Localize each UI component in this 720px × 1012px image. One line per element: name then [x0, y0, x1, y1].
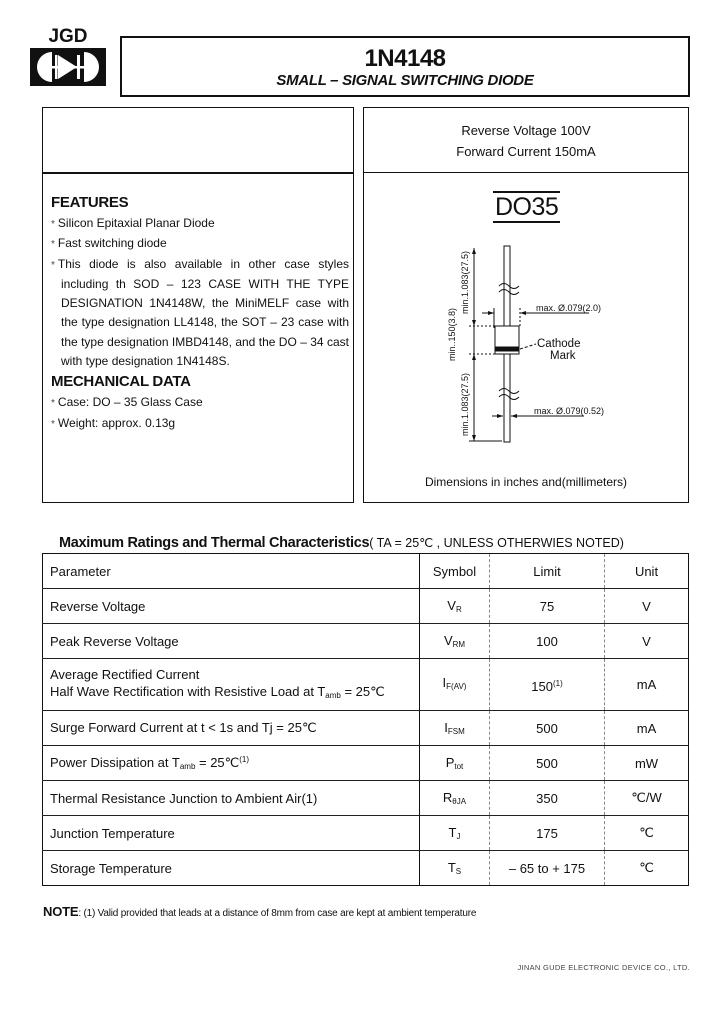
title-box	[120, 36, 690, 97]
diode-symbol-icon	[30, 48, 106, 86]
mechanical-item: * Case: DO – 35 Glass Case	[51, 395, 203, 410]
do35-dimension-diagram	[364, 236, 690, 454]
features-list	[51, 214, 353, 371]
bottom-lead-dim: min.1.083(27.5)	[460, 372, 470, 436]
forward-current-spec: Forward Current 150mA	[456, 144, 596, 159]
header-limit: Limit	[490, 554, 605, 589]
header-symbol: Symbol	[420, 554, 490, 589]
key-specs	[364, 108, 688, 173]
table-row: Junction Temperature $T_J$ 175 ℃	[43, 816, 689, 851]
table-row: Average Rectified Current Half Wave Rectification with Resistive Load at $T_{amb}$ = 25℃ $I_{F(AV)}$ 150$^{(1)}$ mA	[43, 659, 689, 711]
table-row: Thermal Resistance Junction to Ambient Air(1) $R_{\theta JA}$ 350 ℃/W	[43, 781, 689, 816]
footnote	[43, 904, 476, 919]
top-lead-dim: min.1.083(27.5)	[460, 250, 470, 314]
features-heading: FEATURES	[51, 194, 129, 211]
part-subtitle: SMALL – SIGNAL SWITCHING DIODE	[276, 72, 534, 89]
table-row: Power Dissipation at $T_{amb}$ = 25℃$^{(1)}$ $P_{tot}$ 500 mW	[43, 746, 689, 781]
table-row: Reverse Voltage $V_R$ 75 V	[43, 589, 689, 624]
blank-header-cell	[43, 108, 353, 174]
company-logo	[30, 28, 106, 86]
mechanical-item: * Weight: approx. 0.13g	[51, 415, 176, 430]
reverse-voltage-spec: Reverse Voltage 100V	[461, 123, 591, 138]
package-label: DO35	[495, 193, 559, 221]
bullet-icon: *	[51, 418, 55, 430]
bullet-icon: *	[51, 219, 55, 230]
table-row: Peak Reverse Voltage $V_{RM}$ 100 V	[43, 624, 689, 659]
mark-label: Mark	[550, 350, 576, 362]
table-header-row	[43, 554, 689, 589]
part-number: 1N4148	[364, 45, 446, 72]
features-panel	[42, 107, 354, 503]
ratings-condition: ( TA = 25℃ , UNLESS OTHERWIES NOTED)	[369, 536, 624, 550]
body-length-dim: min..150(3.8)	[447, 307, 457, 361]
feature-item: * This diode is also available in other case styles including th SOD – 123 CASE WITH THE TYPE DESIGNATION 1N4148W, the MiniMELF case with the type designation LL4148, the SOT – 23 case with the type designation IMBD4148, and the DO – 34 cast with type designation 1N4148S.	[51, 256, 349, 369]
header-parameter: Parameter	[43, 554, 420, 589]
package-panel	[363, 107, 689, 503]
company-name: JINAN GUDE ELECTRONIC DEVICE CO., LTD.	[517, 963, 690, 972]
bullet-icon: *	[51, 398, 55, 410]
header-unit: Unit	[634, 563, 659, 579]
note-label: NOTE	[43, 904, 79, 919]
ratings-table	[42, 553, 689, 886]
bullet-icon: *	[51, 239, 55, 251]
table-row: Storage Temperature $T_S$ – 65 to + 175 ℃	[43, 851, 689, 886]
bullet-icon: *	[51, 259, 55, 271]
body-diameter-dim: max. Ø.079(2.0)	[536, 303, 602, 313]
feature-item: * Silicon Epitaxial Planar Diode	[51, 216, 215, 230]
lead-diameter-dim: max. Ø.079(0.52)	[534, 406, 605, 416]
logo-text: JGD	[48, 26, 88, 47]
ratings-title: Maximum Ratings and Thermal Characteristics( TA = 25℃ , UNLESS OTHERWIES NOTED)	[59, 535, 624, 551]
table-row: Surge Forward Current at t < 1s and Tj = 25℃ $I_{FSM}$ 500 mA	[43, 711, 689, 746]
dimensions-caption: Dimensions in inches and(millimeters)	[424, 475, 628, 489]
note-text: : (1) Valid provided that leads at a distance of 8mm from case are kept at ambient temperature	[78, 908, 477, 919]
cathode-label: Cathode	[537, 338, 581, 350]
feature-item: * Fast switching diode	[51, 236, 167, 251]
mechanical-heading: MECHANICAL DATA	[51, 373, 191, 391]
mechanical-list	[51, 393, 353, 434]
